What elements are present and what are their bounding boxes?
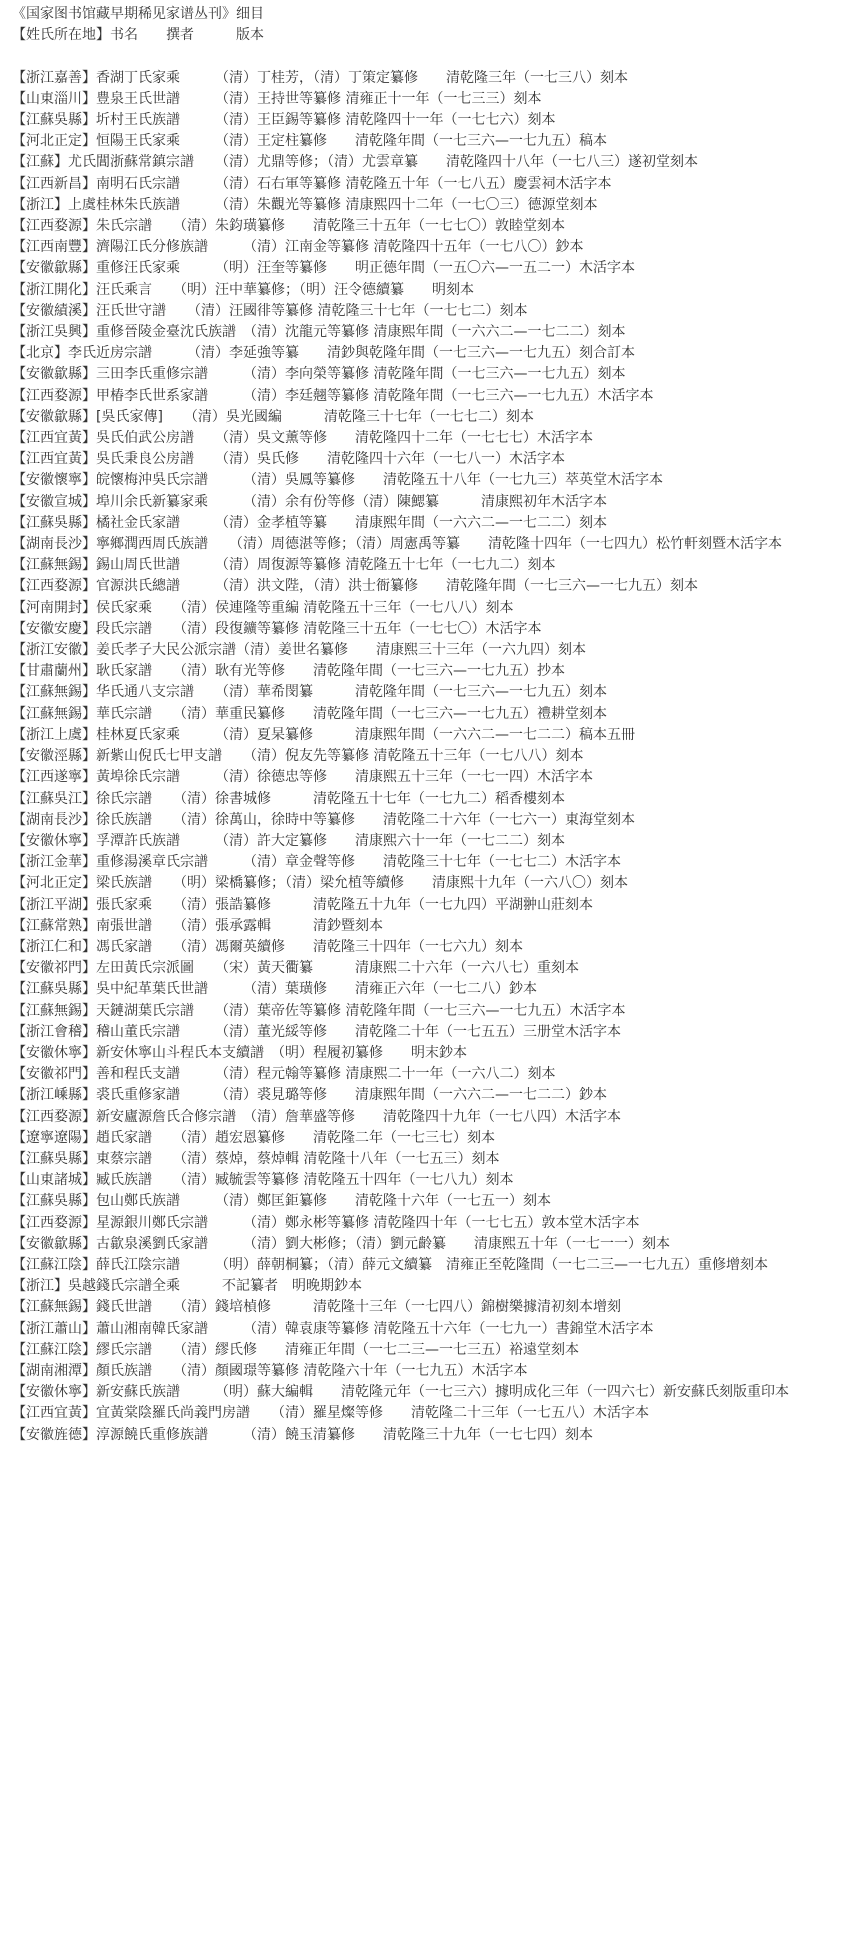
catalog-entry: 【安徽祁門】善和程氏支譜 （清）程元翰等纂修 清康熙二十一年（一六八二）刻本 (12, 1066, 556, 1083)
catalog-entry: 【山東淄川】豊泉王氏世譜 （清）王持世等纂修 清雍正十一年（一七三三）刻本 (12, 90, 542, 107)
catalog-entry: 【江西宜黃】宜黃棠陰羅氏尚義門房譜 （清）羅星燦等修 清乾隆二十三年（一七五八）木活字本 (12, 1405, 649, 1422)
catalog-entry: 【江西婺源】新安廬源詹氏合修宗譜 （清）詹華盛等修 清乾隆四十九年（一七八四）木活字本 (12, 1108, 621, 1125)
catalog-entry: 【江蘇無錫】華氏宗譜 （清）華重民纂修 清乾隆年間（一七三六—一七九五）禮耕堂刻本 (12, 705, 607, 722)
catalog-entry: 【江蘇無錫】錢氏世譜 （清）錢培楨修 清乾隆十三年（一七四八）錦樹樂據清初刻本增刻 (12, 1299, 621, 1316)
catalog-entry: 【江蘇吳縣】東蔡宗譜 （清）蔡焯，蔡焯輯 清乾隆十八年（一七五三）刻本 (12, 1150, 500, 1167)
catalog-entry: 【河北正定】梁氏族譜 （明）梁橋纂修；（清）梁允植等續修 清康熙十九年（一六八〇）刻本 (12, 875, 628, 892)
catalog-entry: 【浙江安徽】姜氏孝子大民公派宗譜（清）姜世名纂修 清康熙三十三年（一六九四）刻本 (12, 642, 586, 659)
catalog-entry: 【安徽歙縣】古歙泉溪劉氏家譜 （清）劉大彬修；（清）劉元齡纂 清康熙五十年（一七一一）刻本 (12, 1235, 670, 1252)
catalog-entry: 【江蘇無錫】天鏈湖葉氏宗譜 （清）葉帝佐等纂修 清乾隆年間（一七三六—一七九五）木活字本 (12, 1002, 626, 1019)
catalog-entry: 【安徽安慶】段氏宗譜 （清）段復鑛等纂修 清乾隆三十五年（一七七〇）木活字本 (12, 620, 542, 637)
catalog-entry: 【北京】李氏近房宗譜 （清）李延強等纂 清鈔與乾隆年間（一七三六—一七九五）刻合訂本 (12, 345, 635, 362)
catalog-entry: 【安徽涇縣】新紫山倪氏七甲支譜 （清）倪友先等纂修 清乾隆五十三年（一七八八）刻本 (12, 748, 584, 765)
catalog-entry: 【江西婺源】官源洪氏總譜 （清）洪文陛，（清）洪士衙纂修 清乾隆年間（一七三六—一七九五）刻本 (12, 578, 698, 595)
blank-line (12, 46, 843, 67)
catalog-entry: 【浙江嵊縣】裘氏重修家譜 （清）裘見璐等修 清康熙年間（一六六二—一七二二）鈔本 (12, 1087, 607, 1104)
catalog-entry: 【江蘇江陰】繆氏宗譜 （清）繆氏修 清雍正年間（一七二三—一七三五）裕遠堂刻本 (12, 1341, 579, 1358)
catalog-entry: 【甘肅蘭州】耿氏家譜 （清）耿有光等修 清乾隆年間（一七三六—一七九五）抄本 (12, 663, 565, 680)
catalog-entry: 【浙江蕭山】蕭山湘南韓氏家譜 （清）韓袁康等纂修 清乾隆五十六年（一七九一）書錦堂木活字本 (12, 1320, 654, 1337)
catalog-entry: 【安徽旌德】淳源饒氏重修族譜 （清）饒玉清纂修 清乾隆三十九年（一七七四）刻本 (12, 1426, 593, 1443)
catalog-entry: 【安徽歙縣】三田李氏重修宗譜 （清）李向榮等纂修 清乾隆年間（一七三六—一七九五）刻本 (12, 366, 626, 383)
catalog-entry: 【江西宜黃】吳氏秉良公房譜 （清）吳氏修 清乾隆四十六年（一七八一）木活字本 (12, 451, 565, 468)
catalog-entry: 【山東諸城】臧氏族譜 （清）臧毓雲等纂修 清乾隆五十四年（一七八九）刻本 (12, 1172, 514, 1189)
catalog-entry: 【安徽休寧】新安休寧山斗程氏本支續譜 （明）程履初纂修 明末鈔本 (12, 1044, 467, 1061)
catalog-entry: 【江蘇吳縣】橘社金氏家譜 （清）金孝植等纂 清康熙年間（一六六二—一七二二）刻本 (12, 514, 607, 531)
catalog-entry: 【浙江仁和】馮氏家譜 （清）馮爾英續修 清乾隆三十四年（一七六九）刻本 (12, 938, 523, 955)
catalog-entry: 【江蘇吳縣】圻村王氏族譜 （清）王臣錫等纂修 清乾隆四十一年（一七七六）刻本 (12, 112, 556, 128)
catalog-entry: 【安徽宣城】埠川余氏新纂家乘 （清）余有份等修（清）陳鰓纂 清康熙初年木活字本 (12, 493, 607, 510)
catalog-entry: 【安徽歙縣】重修汪氏家乘 （明）汪奎等纂修 明正德年間（一五〇六—一五二一）木活字本 (12, 260, 635, 277)
catalog-entry: 【浙江吳興】重修晉陵金臺沈氏族譜 （清）沈龍元等纂修 清康熙年間（一六六二—一七二二）刻本 (12, 324, 626, 341)
catalog-entry: 【湖南長沙】徐氏族譜 （清）徐萬山，徐時中等纂修 清乾隆二十六年（一七六一）東海堂刻本 (12, 811, 635, 828)
catalog-entry: 【江蘇吳江】徐氏宗譜 （清）徐書城修 清乾隆五十七年（一七九二）稻香樓刻本 (12, 790, 565, 807)
catalog-entry: 【江蘇無錫】錫山周氏世譜 （清）周復源等纂修 清乾隆五十七年（一七九二）刻本 (12, 557, 556, 574)
catalog-entry: 【江西新昌】南明石氏宗譜 （清）石右軍等纂修 清乾隆五十年（一七八五）慶雲祠木活字本 (12, 175, 612, 192)
catalog-entry: 【安徽休寧】新安蘇氏族譜 （明）蘇大編輯 清乾隆元年（一七三六）據明成化三年（一四六七）新安蘇氏刻版重印本 (12, 1384, 789, 1401)
catalog-entry: 【安徽歙縣】[吳氏家傳] （清）吳光國編 清乾隆三十七年（一七七二）刻本 (12, 408, 534, 425)
document-title: 《国家图书馆藏早期稀见家谱丛刊》细目 (12, 6, 264, 22)
catalog-entry: 【江西南豐】濟陽江氏分修族譜 （清）江南金等纂修 清乾隆四十五年（一七八〇）鈔本 (12, 239, 584, 256)
catalog-entry: 【江西婺源】星源銀川鄭氏宗譜 （清）鄭永彬等纂修 清乾隆四十年（一七七五）敦本堂木活字本 (12, 1214, 640, 1231)
catalog-entry: 【江蘇吳縣】吳中紀革葉氏世譜 （清）葉璜修 清雍正六年（一七二八）鈔本 (12, 981, 537, 998)
catalog-entry: 【遼寧遼陽】趙氏家譜 （清）趙宏恩纂修 清乾隆二年（一七三七）刻本 (12, 1129, 495, 1146)
catalog-entry: 【浙江開化】汪氏乘言 （明）汪中華纂修；（明）汪令德續纂 明刻本 (12, 281, 474, 298)
entry-list (12, 68, 843, 1446)
catalog-entry: 【安徽祁門】左田黃氏宗派圖 （宋）黃天衢纂 清康熙二十六年（一六八七）重刻本 (12, 960, 579, 977)
catalog-entry: 【江蘇吳縣】包山鄭氏族譜 （清）鄭匡鉅纂修 清乾隆十六年（一七五一）刻本 (12, 1193, 551, 1210)
catalog-entry: 【江西宜黃】吳氏伯武公房譜 （清）吳文薰等修 清乾隆四十二年（一七七七）木活字本 (12, 430, 593, 447)
catalog-entry: 【浙江】吳越錢氏宗譜全乘 不記纂者 明晚期鈔本 (12, 1278, 362, 1295)
catalog-entry: 【安徽懷寧】皖懷梅沖吳氏宗譜 （清）吳鳳等纂修 清乾隆五十八年（一七九三）萃英堂木活字本 (12, 472, 663, 489)
catalog-entry: 【安徽績溪】汪氏世守譜 （清）汪國徘等纂修 清乾隆三十七年（一七七二）刻本 (12, 302, 528, 319)
catalog-entry: 【浙江平湖】張氏家乘 （清）張誥纂修 清乾隆五十九年（一七九四）平湖翀山莊刻本 (12, 896, 593, 913)
column-header: 【姓氏所在地】书名 撰者 版本 (12, 27, 264, 44)
catalog-entry: 【江蘇江陰】薛氏江陰宗譜 （明）薛朝桐纂；（清）薛元文續纂 清雍正至乾隆間（一七二三—一七九五）重修增刻本 (12, 1256, 768, 1273)
catalog-entry: 【河南開封】侯氏家乘 （清）侯連隆等重編 清乾隆五十三年（一七八八）刻本 (12, 599, 514, 616)
catalog-entry: 【湖南湘潭】顏氏族譜 （清）顏國璟等纂修 清乾隆六十年（一七九五）木活字本 (12, 1362, 528, 1379)
catalog-entry: 【浙江金華】重修湯溪章氏宗譜 （清）章金聲等修 清乾隆三十七年（一七七二）木活字本 (12, 854, 621, 871)
catalog-entry: 【江西遂寧】黃埠徐氏宗譜 （清）徐德忠等修 清康熙五十三年（一七一四）木活字本 (12, 769, 593, 786)
catalog-entry: 【浙江會稽】稽山董氏宗譜 （清）董光綏等修 清乾隆二十年（一七五五）三册堂木活字本 (12, 1023, 621, 1040)
catalog-entry: 【河北正定】恒陽王氏家乘 （清）王定柱纂修 清乾隆年間（一七三六—一七九五）稿本 (12, 133, 607, 150)
catalog-entry: 【浙江嘉善】香湖丁氏家乘 （清）丁桂芳，（清）丁策定纂修 清乾隆三年（一七三八）刻本 (12, 69, 628, 86)
catalog-entry: 【浙江上虞】桂林夏氏家乘 （清）夏杲纂修 清康熙年間（一六六二—一七二二）稿本五冊 (12, 726, 635, 743)
catalog-entry: 【湖南長沙】寧鄉潤西周氏族譜 （清）周德湛等修；（清）周憲禹等纂 清乾隆十四年（一七四九）松竹軒刻暨木活字本 (12, 536, 782, 553)
catalog-entry: 【江蘇常熟】南張世譜 （清）張承露輯 清鈔暨刻本 (12, 917, 383, 934)
catalog-entry: 【安徽休寧】孚潭許氏族譜 （清）許大定纂修 清康熙六十一年（一七二二）刻本 (12, 832, 565, 849)
catalog-entry: 【江蘇無錫】华氏通八支宗譜 （清）華希閔纂 清乾隆年間（一七三六—一七九五）刻本 (12, 684, 607, 701)
catalog-entry: 【江西婺源】甲椿李氏世系家譜 （清）李廷翹等纂修 清乾隆年間（一七三六—一七九五）木活字本 (12, 387, 654, 404)
catalog-entry: 【浙江】上虞桂林朱氏族譜 （清）朱觀光等纂修 清康熙四十二年（一七〇三）德源堂刻本 (12, 196, 598, 213)
catalog-entry: 【江西婺源】朱氏宗譜 （清）朱鈞璜纂修 清乾隆三十五年（一七七〇）敦睦堂刻本 (12, 218, 565, 235)
catalog-entry: 【江蘇】尤氏閶浙蘇常鎮宗譜 （清）尤鼎等修；（清）尤雲章纂 清乾隆四十八年（一七八三）遂初堂刻本 (12, 154, 698, 171)
